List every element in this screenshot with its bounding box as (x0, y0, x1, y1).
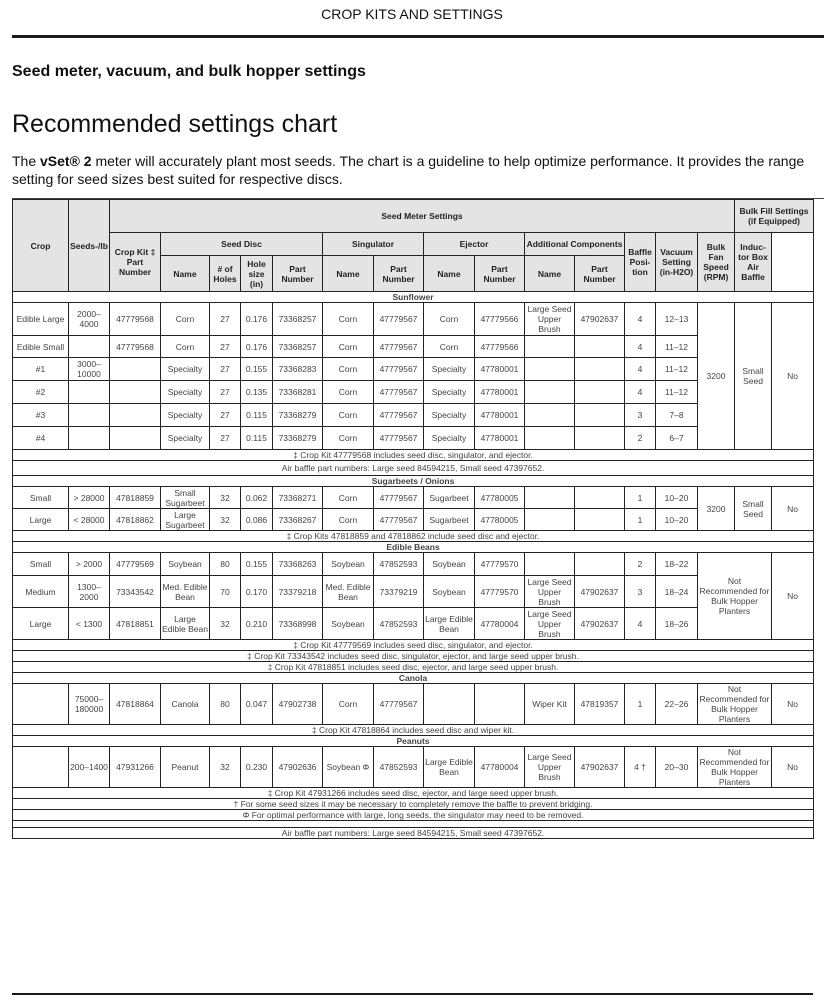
chart-title: Recommended settings chart (12, 110, 338, 138)
header-bulk-fan: Bulk Fan Speed (RPM) (698, 233, 735, 292)
cell-seeds (69, 336, 110, 358)
cell-holes: 32 (210, 747, 241, 788)
settings-table (12, 199, 814, 839)
header-ej-part: Part Number (475, 256, 525, 292)
cell-seeds: 2000–4000 (69, 303, 110, 336)
cell-disc: Small Sugarbeet (161, 487, 210, 509)
cell-holes: 27 (210, 404, 241, 427)
cell-baffle: 4 (625, 608, 656, 640)
crop-name: Edible Beans (13, 542, 814, 553)
footnote-row (13, 788, 814, 799)
cell-ej-pn: 47780005 (475, 509, 525, 531)
header-seeds-lb: Seeds-/lb (69, 200, 110, 292)
cell-disc: Canola (161, 684, 210, 725)
cell-add-pn (575, 336, 625, 358)
cell-ej: Sugarbeet (424, 487, 475, 509)
cell-bulk-fan: 3200 (698, 303, 735, 450)
cell-holes: 32 (210, 509, 241, 531)
table-row (13, 509, 814, 531)
cell-add (525, 553, 575, 576)
cell-sing-pn: 47779567 (374, 336, 424, 358)
cell-sing: Soybean (323, 608, 374, 640)
header-vacuum: Vacuum Setting (in-H2O) (656, 233, 698, 292)
cell-sing: Corn (323, 487, 374, 509)
footnote-text: ‡ Crop Kit 47779569 includes seed disc, singulator, and ejector. (13, 640, 814, 651)
cell-holes: 27 (210, 336, 241, 358)
cell-baffle: 1 (625, 487, 656, 509)
cell-add (525, 358, 575, 381)
cell-vac: 11–12 (656, 336, 698, 358)
cell-disc: Peanut (161, 747, 210, 788)
cell-kit: 47818862 (110, 509, 161, 531)
cell-add-pn: 47819357 (575, 684, 625, 725)
cell-disc-pn: 47902636 (273, 747, 323, 788)
table-row (13, 576, 814, 608)
cell-inductor: Small Seed (735, 487, 772, 531)
cell-vac: 7–8 (656, 404, 698, 427)
cell-add (525, 509, 575, 531)
cell-hole: 0.047 (241, 684, 273, 725)
cell-size (13, 684, 69, 725)
cell-hole: 0.062 (241, 487, 273, 509)
header-disc-name: Name (161, 256, 210, 292)
intro-text: meter will accurately plant most seeds. The chart is a guideline to help optimize performance. It provides the range setting for seed sizes best suited for respective discs. (12, 153, 805, 187)
cell-add-pn (575, 358, 625, 381)
cell-holes: 80 (210, 553, 241, 576)
cell-add-pn: 47902637 (575, 303, 625, 336)
footnote-row (13, 461, 814, 476)
cell-baffle: 4 † (625, 747, 656, 788)
cell-seeds: > 2000 (69, 553, 110, 576)
cell-size: Edible Large (13, 303, 69, 336)
cell-speedtube: No (772, 303, 814, 450)
cell-kit: 47818859 (110, 487, 161, 509)
cell-add (525, 404, 575, 427)
cell-disc-pn: 73368263 (273, 553, 323, 576)
cell-ej: Specialty (424, 381, 475, 404)
table-row (13, 427, 814, 450)
footnote-text: ‡ Crop Kit 47931266 includes seed disc, ejector, and large seed upper brush. (13, 788, 814, 799)
cell-sing-pn: 47779567 (374, 358, 424, 381)
cell-disc: Large Edible Bean (161, 608, 210, 640)
cell-speedtube: No (772, 553, 814, 640)
cell-speedtube: No (772, 487, 814, 531)
footnote-text: Air baffle part numbers: Large seed 84594215, Small seed 47397652. (13, 461, 814, 476)
cell-ej: Soybean (424, 553, 475, 576)
cell-vac: 12–13 (656, 303, 698, 336)
cell-hole: 0.155 (241, 553, 273, 576)
cell-vac: 18–24 (656, 576, 698, 608)
table-row (13, 358, 814, 381)
footnote-text: Air baffle part numbers: Large seed 84594215, Small seed 47397652. (13, 828, 814, 839)
header-ej-name: Name (424, 256, 475, 292)
cell-size (13, 747, 69, 788)
table-row (13, 487, 814, 509)
cell-holes: 32 (210, 487, 241, 509)
cell-hole: 0.230 (241, 747, 273, 788)
cell-disc-pn: 73368279 (273, 404, 323, 427)
cell-size: Large (13, 608, 69, 640)
intro-prefix: The (12, 153, 41, 169)
table-row (13, 608, 814, 640)
cell-disc: Specialty (161, 427, 210, 450)
cell-add-pn (575, 509, 625, 531)
footnote-row (13, 450, 814, 461)
footnote-row (13, 821, 814, 828)
crop-section-header (13, 292, 814, 303)
footnote-text: ‡ Crop Kits 47818859 and 47818862 include seed disc and ejector. (13, 531, 814, 542)
intro-brand: vSet® 2 (40, 153, 92, 169)
cell-add-pn (575, 487, 625, 509)
cell-kit: 47931266 (110, 747, 161, 788)
header-inductor: Induc-tor Box Air Baffle (735, 233, 772, 292)
cell-sing-pn: 47779567 (374, 381, 424, 404)
footnote-text (13, 821, 814, 828)
header-seed-meter-settings: Seed Meter Settings (110, 200, 735, 233)
cell-disc: Corn (161, 303, 210, 336)
cell-holes: 80 (210, 684, 241, 725)
cell-vac: 10–20 (656, 487, 698, 509)
cell-ej (424, 684, 475, 725)
cell-add: Large Seed Upper Brush (525, 608, 575, 640)
cell-baffle: 4 (625, 336, 656, 358)
cell-ej: Large Edible Bean (424, 747, 475, 788)
cell-ej-pn: 47780005 (475, 487, 525, 509)
cell-vac: 11–12 (656, 358, 698, 381)
cell-ej-pn: 47780004 (475, 608, 525, 640)
cell-bulk-fill-note: Not Recommended for Bulk Hopper Planters (698, 684, 772, 725)
cell-kit: 47779569 (110, 553, 161, 576)
cell-baffle: 1 (625, 509, 656, 531)
cell-size: #3 (13, 404, 69, 427)
cell-disc: Med. Edible Bean (161, 576, 210, 608)
cell-sing-pn: 47779567 (374, 487, 424, 509)
cell-kit: 47818864 (110, 684, 161, 725)
cell-holes: 27 (210, 381, 241, 404)
cell-hole: 0.086 (241, 509, 273, 531)
cell-sing-pn: 47779567 (374, 303, 424, 336)
cell-sing-pn: 47779567 (374, 684, 424, 725)
cell-ej: Corn (424, 336, 475, 358)
crop-section-header (13, 476, 814, 487)
cell-sing: Corn (323, 358, 374, 381)
footnote-text: ‡ Crop Kit 47818864 includes seed disc and wiper kit. (13, 725, 814, 736)
header-hole-size: Hole size (in) (241, 256, 273, 292)
cell-ej-pn: 47780001 (475, 427, 525, 450)
cell-disc-pn: 73368279 (273, 427, 323, 450)
crop-name: Sugarbeets / Onions (13, 476, 814, 487)
cell-kit (110, 358, 161, 381)
cell-inductor: Small Seed (735, 303, 772, 450)
cell-kit: 47818851 (110, 608, 161, 640)
cell-ej-pn (475, 684, 525, 725)
bottom-rule (12, 993, 813, 995)
cell-sing: Corn (323, 427, 374, 450)
cell-ej: Specialty (424, 427, 475, 450)
cell-sing-pn: 47779567 (374, 404, 424, 427)
cell-disc-pn: 73368257 (273, 303, 323, 336)
cell-ej: Sugarbeet (424, 509, 475, 531)
cell-seeds: 1300–2000 (69, 576, 110, 608)
cell-baffle: 2 (625, 553, 656, 576)
crop-section-header (13, 542, 814, 553)
table-row (13, 381, 814, 404)
cell-add: Large Seed Upper Brush (525, 576, 575, 608)
cell-baffle: 1 (625, 684, 656, 725)
cell-seeds: 75000–180000 (69, 684, 110, 725)
header-bulk-fill: Bulk Fill Settings (if Equipped) (735, 200, 814, 233)
cell-vac: 18–22 (656, 553, 698, 576)
footnote-row (13, 640, 814, 651)
cell-holes: 70 (210, 576, 241, 608)
cell-size: #2 (13, 381, 69, 404)
footnote-row (13, 799, 814, 810)
cell-ej: Large Edible Bean (424, 608, 475, 640)
cell-ej-pn: 47780001 (475, 358, 525, 381)
cell-add: Large Seed Upper Brush (525, 303, 575, 336)
table-row (13, 404, 814, 427)
cell-hole: 0.176 (241, 336, 273, 358)
cell-kit (110, 381, 161, 404)
crop-name: Canola (13, 673, 814, 684)
cell-baffle: 3 (625, 404, 656, 427)
cell-ej-pn: 47780001 (475, 381, 525, 404)
cell-disc: Corn (161, 336, 210, 358)
cell-hole: 0.210 (241, 608, 273, 640)
cell-size: Small (13, 553, 69, 576)
header-add-name: Name (525, 256, 575, 292)
cell-sing-pn: 47779567 (374, 427, 424, 450)
cell-seeds (69, 381, 110, 404)
cell-baffle: 4 (625, 381, 656, 404)
cell-add (525, 487, 575, 509)
footnote-text: ‡ Crop Kit 47779568 includes seed disc, singulator, and ejector. (13, 450, 814, 461)
cell-sing-pn: 47852593 (374, 747, 424, 788)
footnote-text: Φ For optimal performance with large, long seeds, the singulator may need to be removed. (13, 810, 814, 821)
header-sing-part: Part Number (374, 256, 424, 292)
cell-hole: 0.155 (241, 358, 273, 381)
header-additional: Additional Components (525, 233, 625, 256)
table-row (13, 747, 814, 788)
cell-sing: Soybean Φ (323, 747, 374, 788)
cell-bulk-fill-note: Not Recommended for Bulk Hopper Planters (698, 747, 772, 788)
section-title: Seed meter, vacuum, and bulk hopper settings (12, 63, 366, 80)
cell-ej: Corn (424, 303, 475, 336)
cell-kit (110, 427, 161, 450)
cell-size: Edible Small (13, 336, 69, 358)
cell-kit: 47779568 (110, 336, 161, 358)
cell-add (525, 381, 575, 404)
cell-kit: 73343542 (110, 576, 161, 608)
cell-ej: Specialty (424, 404, 475, 427)
cell-ej-pn: 47779566 (475, 336, 525, 358)
header-ejector: Ejector (424, 233, 525, 256)
header-rule (12, 35, 824, 38)
cell-holes: 27 (210, 427, 241, 450)
cell-size: #4 (13, 427, 69, 450)
cell-add-pn: 47902637 (575, 608, 625, 640)
cell-holes: 27 (210, 303, 241, 336)
footnote-row (13, 725, 814, 736)
header-seed-disc: Seed Disc (161, 233, 323, 256)
header-singulator: Singulator (323, 233, 424, 256)
cell-disc-pn: 73368281 (273, 381, 323, 404)
cell-seeds: < 1300 (69, 608, 110, 640)
cell-add (525, 336, 575, 358)
cell-disc: Soybean (161, 553, 210, 576)
footnote-text: ‡ Crop Kit 73343542 includes seed disc, singulator, ejector, and large seed upper brush. (13, 651, 814, 662)
cell-disc-pn: 73379218 (273, 576, 323, 608)
cell-add-pn (575, 427, 625, 450)
cell-sing: Corn (323, 404, 374, 427)
header-sing-name: Name (323, 256, 374, 292)
cell-holes: 32 (210, 608, 241, 640)
cell-disc-pn: 47902738 (273, 684, 323, 725)
table-row (13, 303, 814, 336)
cell-vac: 6–7 (656, 427, 698, 450)
cell-hole: 0.115 (241, 427, 273, 450)
cell-disc-pn: 73368271 (273, 487, 323, 509)
table-header (13, 200, 814, 292)
cell-seeds: < 28000 (69, 509, 110, 531)
cell-add-pn: 47902637 (575, 747, 625, 788)
cell-add: Wiper Kit (525, 684, 575, 725)
header-baffle: Baffle Posi-tion (625, 233, 656, 292)
intro-paragraph (12, 152, 824, 188)
header-crop-kit: Crop Kit ‡ Part Number (110, 233, 161, 292)
cell-hole: 0.170 (241, 576, 273, 608)
header-disc-part: Part Number (273, 256, 323, 292)
cell-disc: Large Sugarbeet (161, 509, 210, 531)
cell-seeds: 3000–10000 (69, 358, 110, 381)
footnote-row (13, 810, 814, 821)
cell-seeds (69, 427, 110, 450)
cell-baffle: 2 (625, 427, 656, 450)
cell-vac: 11–12 (656, 381, 698, 404)
table-body (13, 292, 814, 839)
cell-sing: Corn (323, 336, 374, 358)
crop-section-header (13, 673, 814, 684)
footnote-row (13, 531, 814, 542)
cell-add-pn (575, 553, 625, 576)
cell-ej: Specialty (424, 358, 475, 381)
cell-speedtube: No (772, 747, 814, 788)
header-crop: Crop (13, 200, 69, 292)
cell-sing: Corn (323, 381, 374, 404)
cell-holes: 27 (210, 358, 241, 381)
cell-hole: 0.115 (241, 404, 273, 427)
cell-add: Large Seed Upper Brush (525, 747, 575, 788)
cell-sing-pn: 73379219 (374, 576, 424, 608)
cell-disc-pn: 73368257 (273, 336, 323, 358)
footnote-text: ‡ Crop Kit 47818851 includes seed disc, ejector, and large seed upper brush. (13, 662, 814, 673)
cell-baffle: 4 (625, 303, 656, 336)
cell-sing-pn: 47852593 (374, 553, 424, 576)
cell-bulk-fan: 3200 (698, 487, 735, 531)
cell-sing: Med. Edible Bean (323, 576, 374, 608)
cell-seeds: 200–1400 (69, 747, 110, 788)
cell-disc: Specialty (161, 381, 210, 404)
footnote-row (13, 651, 814, 662)
cell-sing: Corn (323, 303, 374, 336)
cell-kit: 47779568 (110, 303, 161, 336)
cell-sing-pn: 47779567 (374, 509, 424, 531)
cell-ej-pn: 47779570 (475, 576, 525, 608)
cell-seeds: > 28000 (69, 487, 110, 509)
cell-add-pn: 47902637 (575, 576, 625, 608)
cell-ej-pn: 47779566 (475, 303, 525, 336)
footnote-text: † For some seed sizes it may be necessary to completely remove the baffle to prevent bridging. (13, 799, 814, 810)
cell-disc-pn: 73368998 (273, 608, 323, 640)
cell-baffle: 3 (625, 576, 656, 608)
cell-size: Large (13, 509, 69, 531)
crop-name: Sunflower (13, 292, 814, 303)
cell-kit (110, 404, 161, 427)
cell-disc-pn: 73368267 (273, 509, 323, 531)
table-row (13, 553, 814, 576)
cell-speedtube: No (772, 684, 814, 725)
cell-vac: 20–30 (656, 747, 698, 788)
cell-sing: Corn (323, 684, 374, 725)
cell-sing-pn: 47852593 (374, 608, 424, 640)
footnote-row (13, 662, 814, 673)
cell-size: #1 (13, 358, 69, 381)
cell-seeds (69, 404, 110, 427)
cell-ej-pn: 47780004 (475, 747, 525, 788)
page-header: CROP KITS AND SETTINGS (321, 6, 503, 22)
cell-ej-pn: 47779570 (475, 553, 525, 576)
cell-ej: Soybean (424, 576, 475, 608)
cell-vac: 18–26 (656, 608, 698, 640)
cell-hole: 0.176 (241, 303, 273, 336)
cell-size: Medium (13, 576, 69, 608)
cell-disc-pn: 73368283 (273, 358, 323, 381)
cell-sing: Soybean (323, 553, 374, 576)
cell-baffle: 4 (625, 358, 656, 381)
cell-vac: 10–20 (656, 509, 698, 531)
crop-name: Peanuts (13, 736, 814, 747)
cell-add-pn (575, 404, 625, 427)
cell-add-pn (575, 381, 625, 404)
table-row (13, 684, 814, 725)
cell-ej-pn: 47780001 (475, 404, 525, 427)
header-holes: # of Holes (210, 256, 241, 292)
crop-section-header (13, 736, 814, 747)
cell-add (525, 427, 575, 450)
table-row (13, 336, 814, 358)
cell-sing: Corn (323, 509, 374, 531)
cell-bulk-fill-note: Not Recommended for Bulk Hopper Planters (698, 553, 772, 640)
cell-disc: Specialty (161, 404, 210, 427)
cell-hole: 0.135 (241, 381, 273, 404)
footnote-row (13, 828, 814, 839)
cell-disc: Specialty (161, 358, 210, 381)
cell-vac: 22–26 (656, 684, 698, 725)
cell-size: Small (13, 487, 69, 509)
header-add-part: Part Number (575, 256, 625, 292)
